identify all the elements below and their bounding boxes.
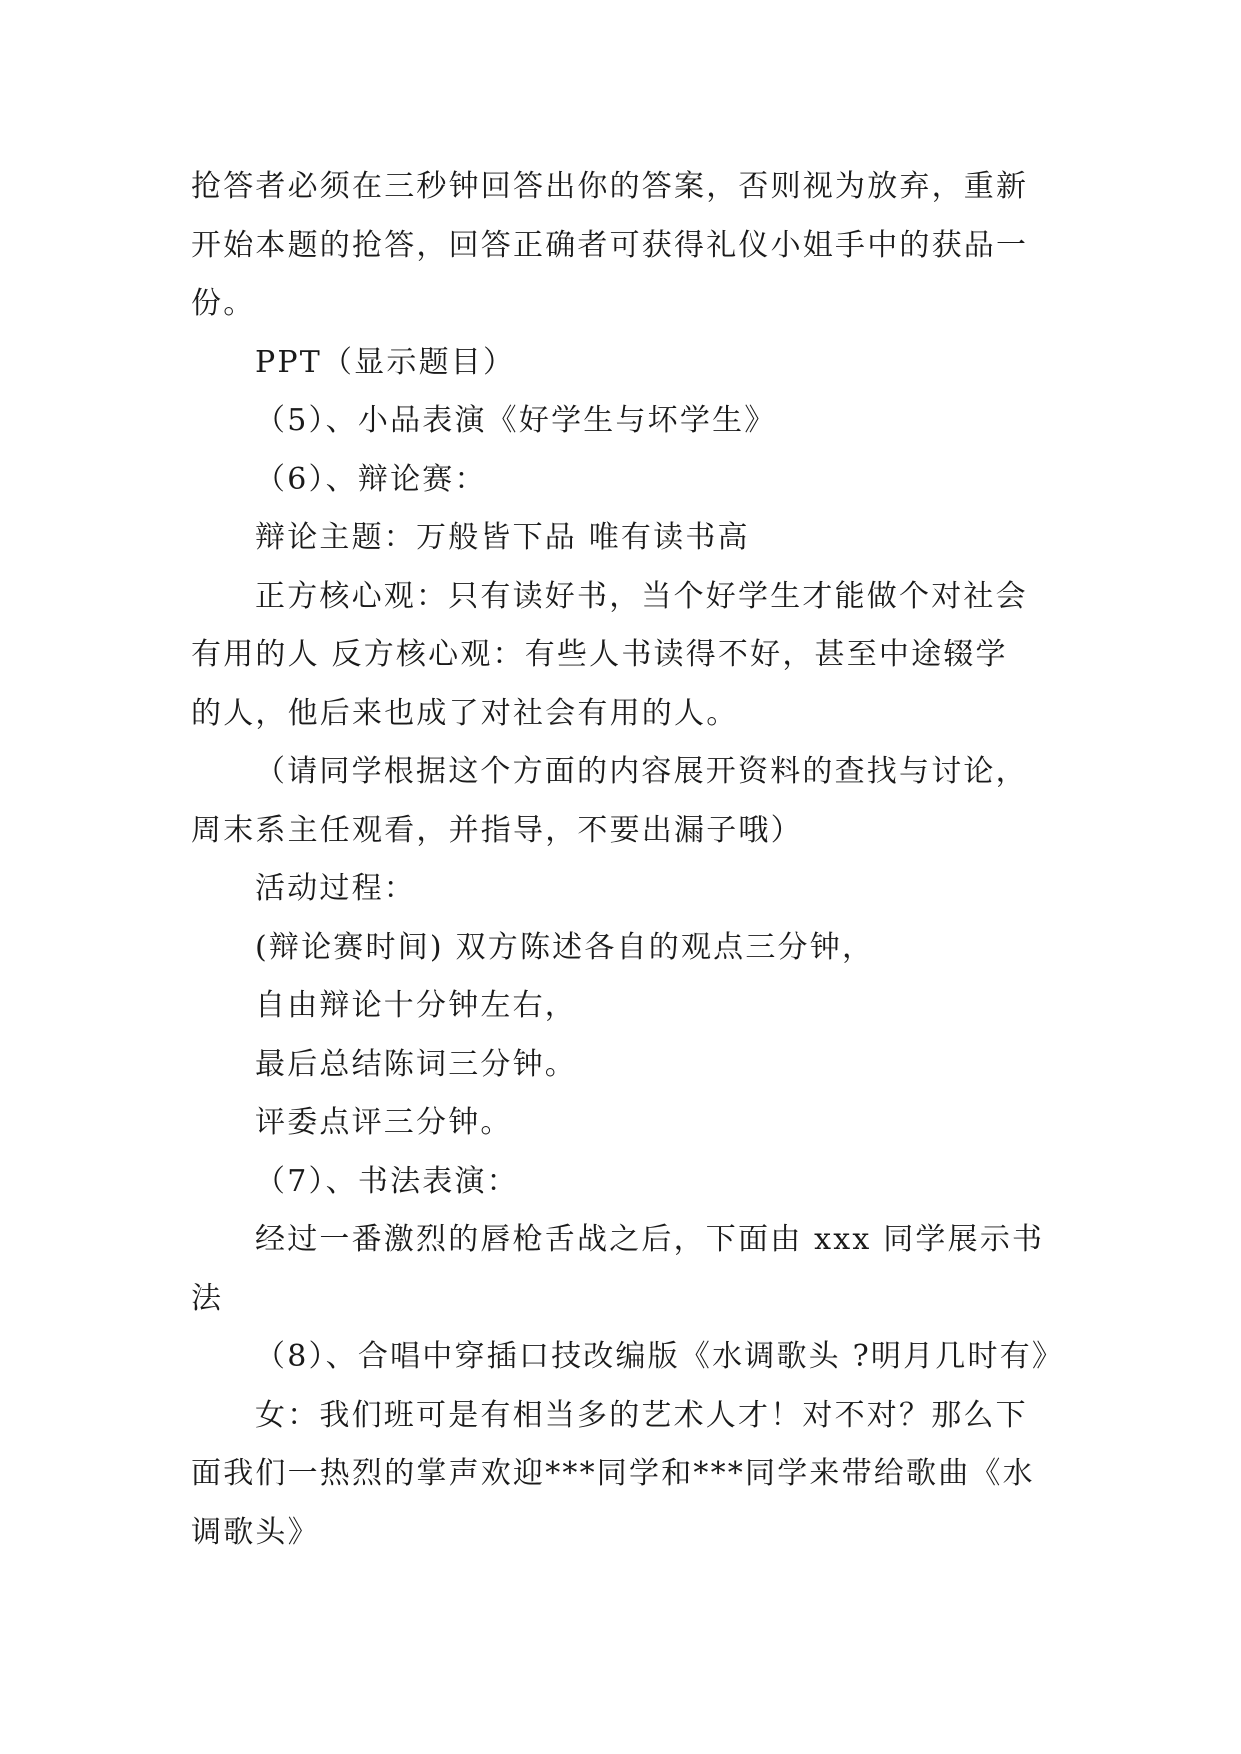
text-line: (辩论赛时间) 双方陈述各自的观点三分钟， — [255, 929, 875, 965]
text-line: 自由辩论十分钟左右， — [255, 988, 577, 1023]
text-line: 有用的人 反方核心观：有些人书读得不好，甚至中途辍学 — [191, 637, 1008, 672]
text-line: PPT（显示题目） — [255, 344, 516, 380]
text-line: 正方核心观：只有读好书，当个好学生才能做个对社会 — [255, 578, 1028, 614]
text-line: （5）、小品表演《好学生与坏学生》 — [255, 403, 777, 438]
text-line: 调歌头》 — [191, 1514, 320, 1550]
text-line: 最后总结陈词三分钟。 — [255, 1046, 577, 1082]
text-line: 评委点评三分钟。 — [255, 1105, 513, 1140]
text-line: 抢答者必须在三秒钟回答出你的答案，否则视为放弃，重新 — [191, 169, 1029, 204]
text-line: （6）、辩论赛： — [255, 461, 487, 497]
text-line: （8）、合唱中穿插口技改编版《水调歌头 ?明月几时有》 — [255, 1339, 1065, 1374]
text-line: （7）、书法表演： — [255, 1163, 519, 1199]
text-line: （请同学根据这个方面的内容展开资料的查找与讨论， — [255, 754, 1028, 789]
text-line: 女：我们班可是有相当多的艺术人才！对不对？那么下 — [255, 1397, 1028, 1433]
text-line: 面我们一热烈的掌声欢迎***同学和***同学来带给歌曲《水 — [191, 1456, 1035, 1491]
text-line: 份。 — [191, 286, 256, 321]
text-line: 辩论主题：万般皆下品 唯有读书高 — [255, 520, 750, 555]
text-line: 的人，他后来也成了对社会有用的人。 — [191, 695, 739, 731]
text-line: 经过一番激烈的唇枪舌战之后，下面由 xxx 同学展示书 — [255, 1222, 1045, 1257]
text-line: 周末系主任观看，并指导，不要出漏子哦） — [191, 812, 803, 848]
text-line: 活动过程： — [255, 871, 416, 906]
document-body — [191, 158, 1065, 1562]
text-line: 法 — [191, 1280, 224, 1316]
text-line: 开始本题的抢答，回答正确者可获得礼仪小姐手中的获品一 — [191, 227, 1029, 263]
